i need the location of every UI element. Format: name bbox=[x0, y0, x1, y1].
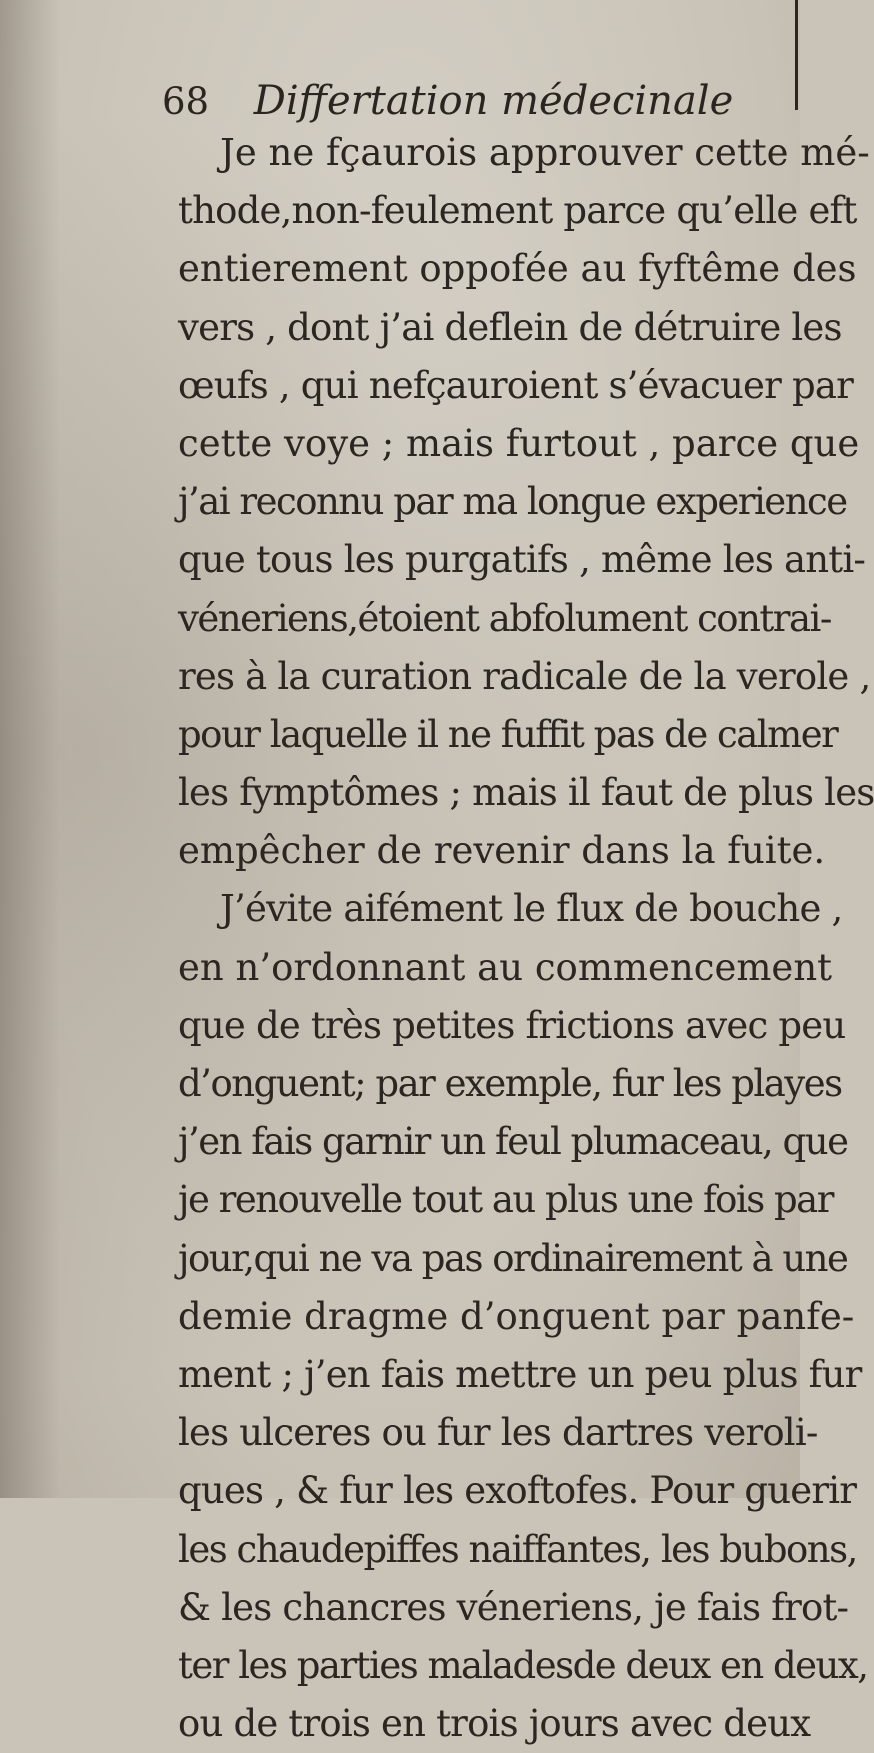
text-line: en n’ordonnant au commencement bbox=[178, 945, 833, 989]
text-line: j’en fais garnir un feul plumaceau, que bbox=[178, 1120, 848, 1164]
text-line: je renouvelle tout au plus une fois par bbox=[178, 1178, 833, 1222]
text-line: pour laquelle il ne fuffit pas de calmer bbox=[178, 712, 838, 756]
text-line: ment ; j’en fais mettre un peu plus fur bbox=[178, 1352, 862, 1396]
text-line: ter les parties maladesde deux en deux, bbox=[178, 1643, 868, 1687]
text-line: res à la curation radicale de la verole , bbox=[178, 654, 871, 698]
text-line: empêcher de revenir dans la fuite. bbox=[178, 829, 826, 873]
text-line: & les chancres véneriens, je fais frot- bbox=[178, 1585, 849, 1629]
text-line: j’ai reconnu par ma longue experience bbox=[178, 480, 847, 524]
text-line: jour,qui ne va pas ordinairement à une bbox=[178, 1236, 848, 1280]
text-line: d’onguent; par exemple, fur les playes bbox=[178, 1062, 842, 1105]
text-line: ques , & fur les exoftofes. Pour guerir bbox=[178, 1469, 857, 1513]
page-edge-mark bbox=[795, 0, 798, 110]
text-line: cette voye ; mais furtout , parce que bbox=[178, 421, 860, 465]
text-line: ou de trois en trois jours avec deux bbox=[178, 1702, 811, 1746]
page-gutter-shadow bbox=[0, 0, 60, 1498]
text-line: les fymptômes ; mais il faut de plus les bbox=[178, 771, 874, 815]
text-line: les chaudepiffes naiffantes, les bubons, bbox=[178, 1527, 857, 1571]
text-line: thode,non-feulement parce qu’elle eft bbox=[178, 189, 857, 233]
page-number: 68 bbox=[162, 80, 210, 123]
text-line: œufs , qui nefçauroient s’évacuer par bbox=[178, 363, 854, 407]
text-line: vers , dont j’ai deflein de détruire les bbox=[178, 305, 842, 349]
running-title: Differtation médecinale bbox=[253, 78, 734, 124]
text-line: entierement oppofée au fyftême des bbox=[178, 247, 857, 291]
text-line: que tous les purgatifs , même les anti- bbox=[178, 538, 866, 582]
text-line: véneriens,étoient abfolument contrai- bbox=[178, 596, 831, 640]
text-line: Je ne fçaurois approuver cette mé- bbox=[220, 131, 870, 174]
body-text bbox=[178, 124, 874, 1753]
text-line: les ulceres ou fur les dartres veroli- bbox=[178, 1411, 818, 1455]
text-line: demie dragme d’onguent par panfe- bbox=[178, 1294, 855, 1338]
text-line: que de très petites frictions avec peu bbox=[178, 1003, 846, 1047]
text-line: J’évite aifément le flux de bouche , bbox=[220, 887, 843, 931]
